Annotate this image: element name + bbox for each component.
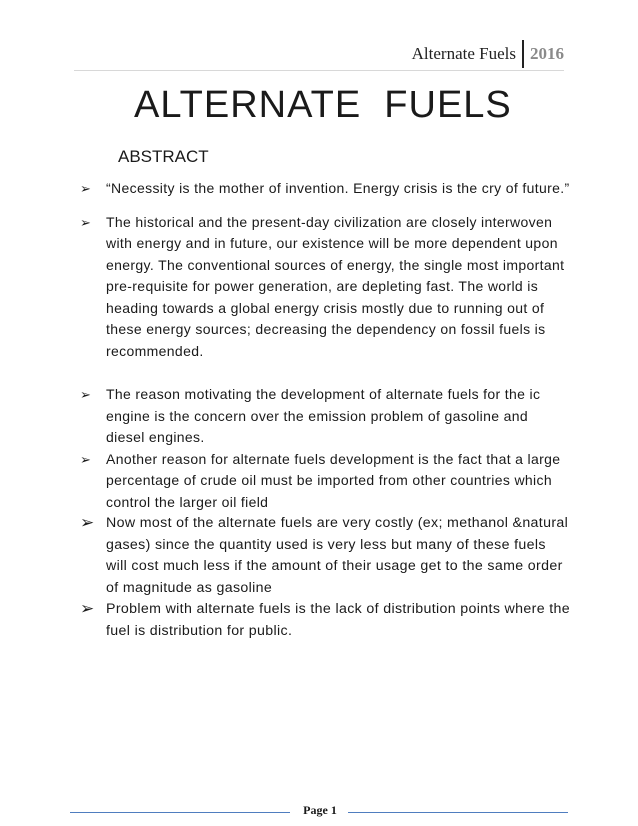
bullet-text: Now most of the alternate fuels are very costly (ex; methanol &natural gases) since the quantity used is very less but many of these fuels will cost much less if the amount of their usage get to the same order of magnitude as gasoline (106, 515, 569, 596)
arrow-bullet-icon: ➢ (80, 451, 92, 467)
document-subtitle: ABSTRACT (118, 147, 209, 166)
page-number: Page 1 (303, 803, 337, 817)
header-separator (522, 40, 524, 68)
page-header (412, 40, 564, 68)
header-doc-title: Alternate Fuels (411, 44, 516, 63)
bullet-item (80, 178, 570, 200)
header-rule (74, 70, 564, 71)
bullet-item (80, 599, 570, 642)
arrow-bullet-icon: ➢ (80, 599, 95, 618)
abstract-bullet-list (80, 178, 570, 642)
bullet-item (80, 513, 570, 599)
footer-rule-left (70, 812, 290, 813)
footer-rule-right (348, 812, 568, 813)
bullet-text: The historical and the present-day civilization are closely interwoven with energy and in future, our existence will be more dependent upon energy. The conventional sources of energy, the single most important pre-requisite for power generation, are depleting fast. The world is heading towards a global energy crisis mostly due to running out of these energy sources; decreasing the dependency on fossil fuels is recommended. (106, 213, 565, 359)
bullet-text: “Necessity is the mother of invention. Energy crisis is the cry of future.” (106, 180, 570, 196)
arrow-bullet-icon: ➢ (80, 181, 92, 196)
arrow-bullet-icon: ➢ (80, 387, 92, 402)
page-footer (0, 803, 638, 823)
bullet-item (80, 212, 570, 363)
bullet-text: The reason motivating the development of alternate fuels for the ic engine is the concern over the emission problem of gasoline and diesel engines. (106, 386, 541, 445)
bullet-text: Problem with alternate fuels is the lack of distribution points where the fuel is distribution for public. (106, 601, 571, 639)
bullet-text: Another reason for alternate fuels development is the fact that a large percentage of crude oil must be imported from other countries which control the larger oil field (106, 450, 561, 510)
arrow-bullet-icon: ➢ (80, 214, 92, 230)
document-title: ALTERNATE FUELS (134, 84, 512, 126)
header-year: 2016 (530, 44, 564, 63)
bullet-item (80, 384, 570, 449)
bullet-item (80, 449, 570, 514)
arrow-bullet-icon: ➢ (80, 513, 95, 532)
